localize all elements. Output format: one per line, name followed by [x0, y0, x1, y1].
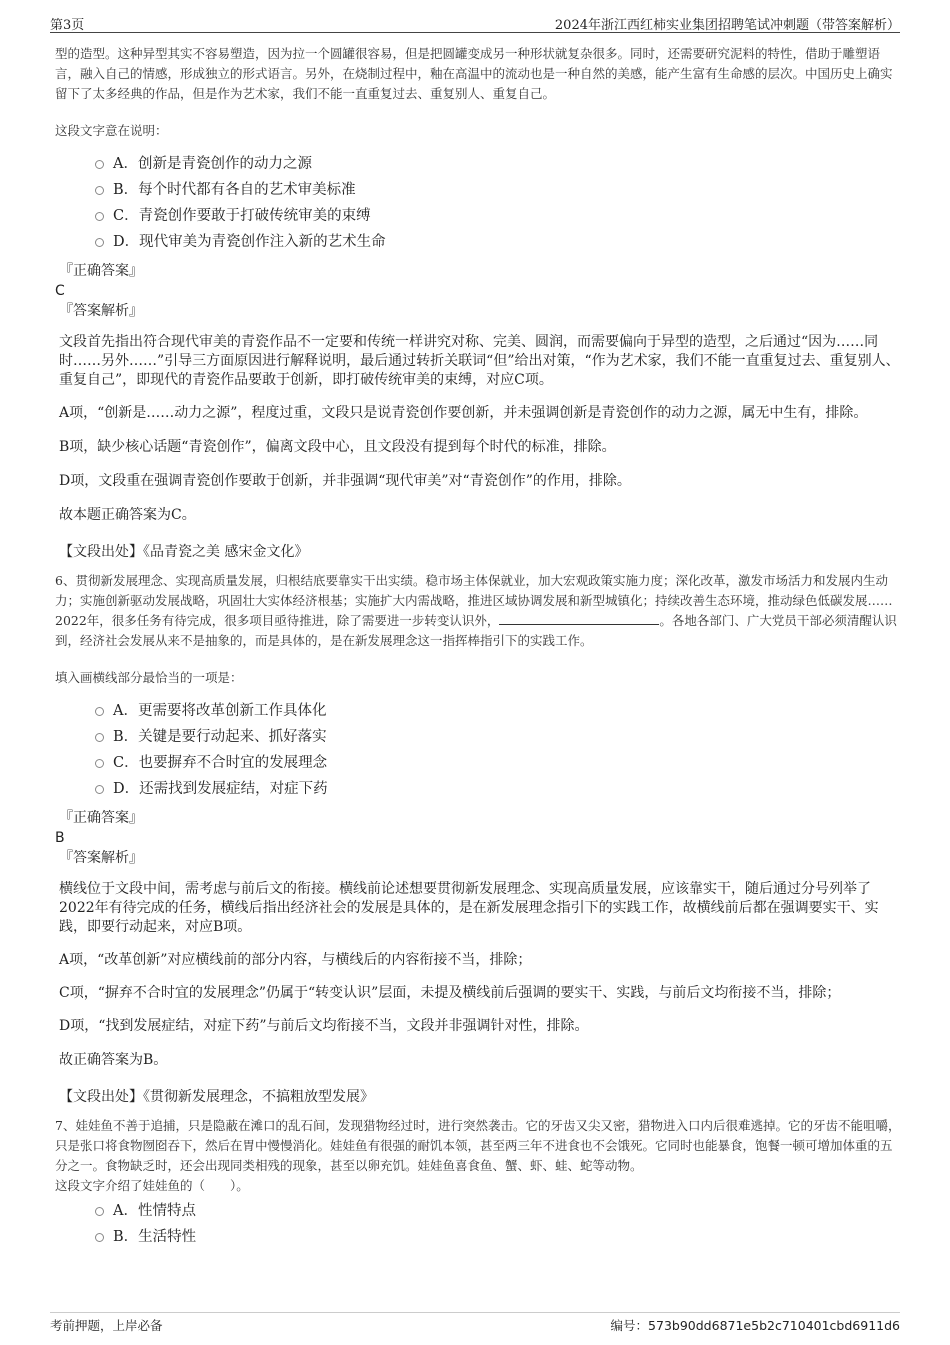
- q6-analysis-5: 故正确答案为B。: [59, 1052, 168, 1068]
- q5-analysis-4: D项，文段重在强调青瓷创作要敢于创新，并非强调“现代审美”对“青瓷创作”的作用，排除。: [59, 473, 631, 489]
- page-header: [50, 12, 900, 33]
- q7-options: [55, 1198, 902, 1250]
- radio-icon[interactable]: [95, 1233, 104, 1242]
- q5-option-a[interactable]: A．创新是青瓷创作的动力之源: [55, 151, 902, 177]
- q6-answer-label: 『正确答案』: [59, 810, 143, 826]
- q7-option-a[interactable]: A．性情特点: [55, 1198, 902, 1224]
- q5-answer: C: [55, 283, 65, 299]
- q6-passage: 6、贯彻新发展理念、实现高质量发展，归根结底要靠实干出实绩。稳市场主体保就业，加大宏观政策实施力度；深化改革，激发市场活力和发展内生动力；实施创新驱动发展战略，巩固壮大实体经济根基；实施扩大内需战略，推进区域协调发展和新型城镇化；持续改善生态环境，推动绿色低碳发展……2022年，很多任务有待完成，很多项目亟待推进，除了需要进一步转变认识外， 。各地各部门、广大党员干部必须清醒认识到，经济社会发展从来不是抽象的，而是具体的，是在新发展理念这一指挥棒指引下的实践工作。: [55, 573, 897, 648]
- q5-prompt: 这段文字意在说明：: [55, 123, 168, 138]
- q5-analysis-label: 『答案解析』: [59, 303, 143, 319]
- radio-icon[interactable]: [95, 212, 104, 221]
- q6-option-c[interactable]: C．也要摒弃不合时宜的发展理念: [55, 750, 902, 776]
- q6-source: 【文段出处】《贯彻新发展理念，不搞粗放型发展》: [59, 1089, 374, 1105]
- q6-option-d[interactable]: D．还需找到发展症结，对症下药: [55, 776, 902, 802]
- radio-icon[interactable]: [95, 707, 104, 716]
- q5-analysis-5: 故本题正确答案为C。: [59, 507, 196, 523]
- q5-option-c[interactable]: C．青瓷创作要敢于打破传统审美的束缚: [55, 203, 902, 229]
- fill-blank[interactable]: [499, 612, 659, 625]
- q6-option-b[interactable]: B．关键是要行动起来、抓好落实: [55, 724, 902, 750]
- q6-prompt: 填入画横线部分最恰当的一项是：: [55, 670, 243, 685]
- radio-icon[interactable]: [95, 186, 104, 195]
- q7-option-b[interactable]: B．生活特性: [55, 1224, 902, 1250]
- q5-passage: 型的造型。这种异型其实不容易塑造，因为拉一个圆罐很容易，但是把圆罐变成另一种形状就复杂很多。同时，还需要研究泥料的特性，借助于雕塑语言，融入自己的情感，形成独立的形式语言。另外，在烧制过程中，釉在高温中的流动也是一种自然的美感，能产生富有生命感的层次。中国历史上确实留下了太多经典的作品，但是作为艺术家，我们不能一直重复过去、重复别人、重复自己。: [55, 46, 893, 101]
- page-number: 第3页: [50, 18, 85, 33]
- q6-analysis-3: C项，“摒弃不合时宜的发展理念”仍属于“转变认识”层面，未提及横线前后强调的要实干、实践，与前后文均衔接不当，排除；: [59, 985, 841, 1001]
- radio-icon[interactable]: [95, 733, 104, 742]
- q5-option-b[interactable]: B．每个时代都有各自的艺术审美标准: [55, 177, 902, 203]
- radio-icon[interactable]: [95, 238, 104, 247]
- q5-options: [55, 151, 902, 255]
- q5-analysis-1: 文段首先指出符合现代审美的青瓷作品不一定要和传统一样讲究对称、完美、圆润，而需要偏向于异型的造型，之后通过“因为……同时……另外……”引导三方面原因进行解释说明，最后通过转折关联词“但”给出对策，“作为艺术家，我们不能一直重复过去、重复别人、重复自己”，即现代的青瓷作品要敢于创新，即打破传统审美的束缚，对应C项。: [59, 334, 900, 388]
- document-body: [55, 44, 902, 1250]
- q7-prompt: 这段文字介绍了娃娃鱼的（ ）。: [55, 1178, 249, 1193]
- radio-icon[interactable]: [95, 785, 104, 794]
- q6-analysis-label: 『答案解析』: [59, 850, 143, 866]
- radio-icon[interactable]: [95, 160, 104, 169]
- document-id: 编号：573b90dd6871e5b2c710401cbd6911d6: [610, 1318, 900, 1333]
- q5-source: 【文段出处】《品青瓷之美 感宋金文化》: [59, 544, 309, 560]
- q6-analysis-4: D项，“找到发展症结，对症下药”与前后文均衔接不当，文段并非强调针对性，排除。: [59, 1018, 589, 1034]
- q6-analysis-1: 横线位于文段中间，需考虑与前后文的衔接。横线前论述想要贯彻新发展理念、实现高质量发展，应该靠实干，随后通过分号列举了2022年有待完成的任务，横线后指出经济社会的发展是具体的，是在新发展理念指引下的实践工作，故横线前后都在强调要实干、实践，即要行动起来，对应B项。: [59, 881, 879, 935]
- q5-option-d[interactable]: D．现代审美为青瓷创作注入新的艺术生命: [55, 229, 902, 255]
- page-footer: [50, 1312, 900, 1333]
- document-title: 2024年浙江西红柿实业集团招聘笔试冲刺题（带答案解析）: [554, 18, 900, 33]
- q5-answer-label: 『正确答案』: [59, 263, 143, 279]
- q6-option-a[interactable]: A．更需要将改革创新工作具体化: [55, 698, 902, 724]
- radio-icon[interactable]: [95, 759, 104, 768]
- q5-analysis-2: A项，“创新是……动力之源”，程度过重，文段只是说青瓷创作要创新，并未强调创新是青瓷创作的动力之源，属无中生有，排除。: [59, 405, 868, 421]
- q7-passage: 7、娃娃鱼不善于追捕，只是隐蔽在滩口的乱石间，发现猎物经过时，进行突然袭击。它的牙齿又尖又密，猎物进入口内后很难逃掉。它的牙齿不能咀嚼，只是张口将食物囫囵吞下，然后在胃中慢慢消化。娃娃鱼有很强的耐饥本领，甚至两三年不进食也不会饿死。它同时也能暴食，饱餐一顿可增加体重的五分之一。食物缺乏时，还会出现同类相残的现象，甚至以卵充饥。娃娃鱼喜食鱼、蟹、虾、蛙、蛇等动物。: [55, 1118, 901, 1173]
- radio-icon[interactable]: [95, 1207, 104, 1216]
- q6-analysis-2: A项，“改革创新”对应横线前的部分内容，与横线后的内容衔接不当，排除；: [59, 952, 532, 968]
- footer-slogan: 考前押题，上岸必备: [50, 1318, 163, 1333]
- q6-options: [55, 698, 902, 802]
- q5-analysis-3: B项，缺少核心话题“青瓷创作”，偏离文段中心，且文段没有提到每个时代的标准，排除。: [59, 439, 616, 455]
- q6-answer: B: [55, 830, 65, 846]
